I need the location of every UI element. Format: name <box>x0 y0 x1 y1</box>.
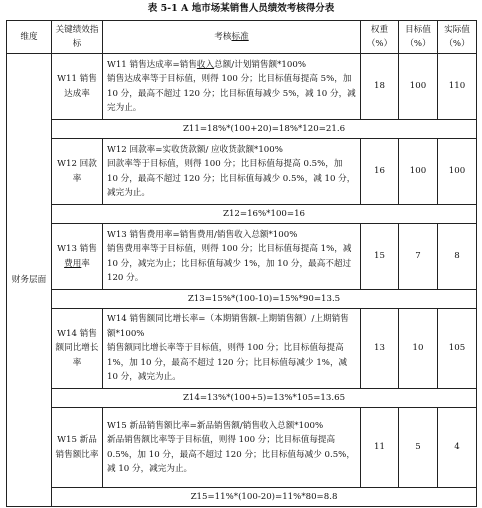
standard-cell <box>103 224 361 290</box>
header-actual: 实际值（%） <box>438 21 477 54</box>
header-weight: 权重（%） <box>361 21 399 54</box>
table-row <box>7 408 477 488</box>
standard-text: 销售费用率等于目标值，则得 100 分；比目标值每提高 1%，减 10 分，减完为止；比目标值每减少 1%，加 10 分，最高不超过 120 分。 <box>107 244 352 283</box>
performance-score-table <box>6 20 477 507</box>
weight-cell: 16 <box>361 139 399 205</box>
standard-text: 销售达成率等于目标值，则得 100 分；比目标值每提高 5%，加 10 分，最高不超过 120 分；比目标值每减少 5%，减 10 分，减完为止。 <box>107 74 356 113</box>
formula-cell: Z15=11%*(100-20)=11%*80=8.8 <box>52 488 477 507</box>
standard-underlined: 收入 <box>196 59 215 70</box>
target-cell: 7 <box>399 224 438 290</box>
kpi-text: W13 销售 <box>57 244 97 254</box>
formula-row <box>7 290 477 309</box>
actual-cell: 105 <box>438 309 477 389</box>
kpi-cell <box>52 224 103 290</box>
kpi-cell: W12 回款率 <box>52 139 103 205</box>
formula-cell: Z14=13%*(100+5)=13%*105=13.65 <box>52 389 477 408</box>
actual-cell: 8 <box>438 224 477 290</box>
standard-cell <box>103 408 361 488</box>
kpi-text: 率 <box>81 258 90 269</box>
formula-row <box>7 389 477 408</box>
table-row <box>7 224 477 290</box>
formula-cell: Z12=16%*100=16 <box>52 205 477 224</box>
target-cell: 100 <box>399 54 438 120</box>
standard-cell <box>103 139 361 205</box>
table-row <box>7 139 477 205</box>
header-target: 目标值（%） <box>399 21 438 54</box>
formula-row <box>7 205 477 224</box>
standard-text: W14 销售额同比增长率=（本期销售额-上期销售额）/上期销售额*100% <box>107 314 349 339</box>
standard-text: W12 回款率=实收货款额/ 应收货款额*100% <box>107 144 283 155</box>
weight-cell: 11 <box>361 408 399 488</box>
weight-cell: 18 <box>361 54 399 120</box>
actual-cell: 100 <box>438 139 477 205</box>
header-kpi: 关键绩效指标 <box>52 21 103 54</box>
header-standard <box>103 21 361 54</box>
standard-text: 销售额同比增长率等于目标值，则得 100 分；比目标值每提高 1%，加 10 分，最高不超过 120 分；比目标值每减少 1%，减 10 分，减完为止。 <box>107 343 348 383</box>
header-standard-prefix: 考核 <box>214 31 232 42</box>
kpi-cell: W14 销售额同比增长率 <box>52 309 103 389</box>
kpi-underlined: 费用 <box>64 258 82 269</box>
formula-cell: Z11=18%*(100+20)=18%*120=21.6 <box>52 120 477 139</box>
standard-text: 回款率等于目标值，则得 100 分；比目标值每提高 0.5%，加 10 分，最高不超过 120 分；比目标值每减少 0.5%，减 10 分，减完为止。 <box>107 159 356 198</box>
table-caption: 表 5-1 A 地市场某销售人员绩效考核得分表 <box>147 3 335 14</box>
standard-text: W15 新品销售额比率=新品销售额/销售收入总额*100% <box>107 420 324 431</box>
kpi-cell: W11 销售达成率 <box>52 54 103 120</box>
header-row <box>7 21 477 54</box>
actual-cell: 110 <box>438 54 477 120</box>
dimension-cell: 财务层面 <box>7 54 52 507</box>
formula-row <box>7 488 477 507</box>
kpi-cell: W15 新品销售额比率 <box>52 408 103 488</box>
table-row <box>7 309 477 389</box>
actual-cell: 4 <box>438 408 477 488</box>
target-cell: 10 <box>399 309 438 389</box>
table-row <box>7 54 477 120</box>
header-standard-underlined: 标准 <box>231 31 249 42</box>
standard-text: W11 销售达成率=销售 <box>107 59 197 70</box>
target-cell: 5 <box>399 408 438 488</box>
weight-cell: 15 <box>361 224 399 290</box>
header-dimension: 维度 <box>7 21 52 54</box>
weight-cell: 13 <box>361 309 399 389</box>
standard-text: W13 销售费用率=销售费用/销售收入总额*100% <box>107 229 298 240</box>
standard-text: 新品销售额比率等于目标值，则得 100 分；比目标值每提高 0.5%，加 10 分，最高不超过 120 分；比目标值每减少 0.5%，减 10 分，减完为止。 <box>107 435 355 474</box>
standard-cell <box>103 309 361 389</box>
formula-cell: Z13=15%*(100-10)=15%*90=13.5 <box>52 290 477 309</box>
target-cell: 100 <box>399 139 438 205</box>
formula-row <box>7 120 477 139</box>
standard-text: 总额/计划销售额*100% <box>214 59 306 70</box>
standard-cell <box>103 54 361 120</box>
